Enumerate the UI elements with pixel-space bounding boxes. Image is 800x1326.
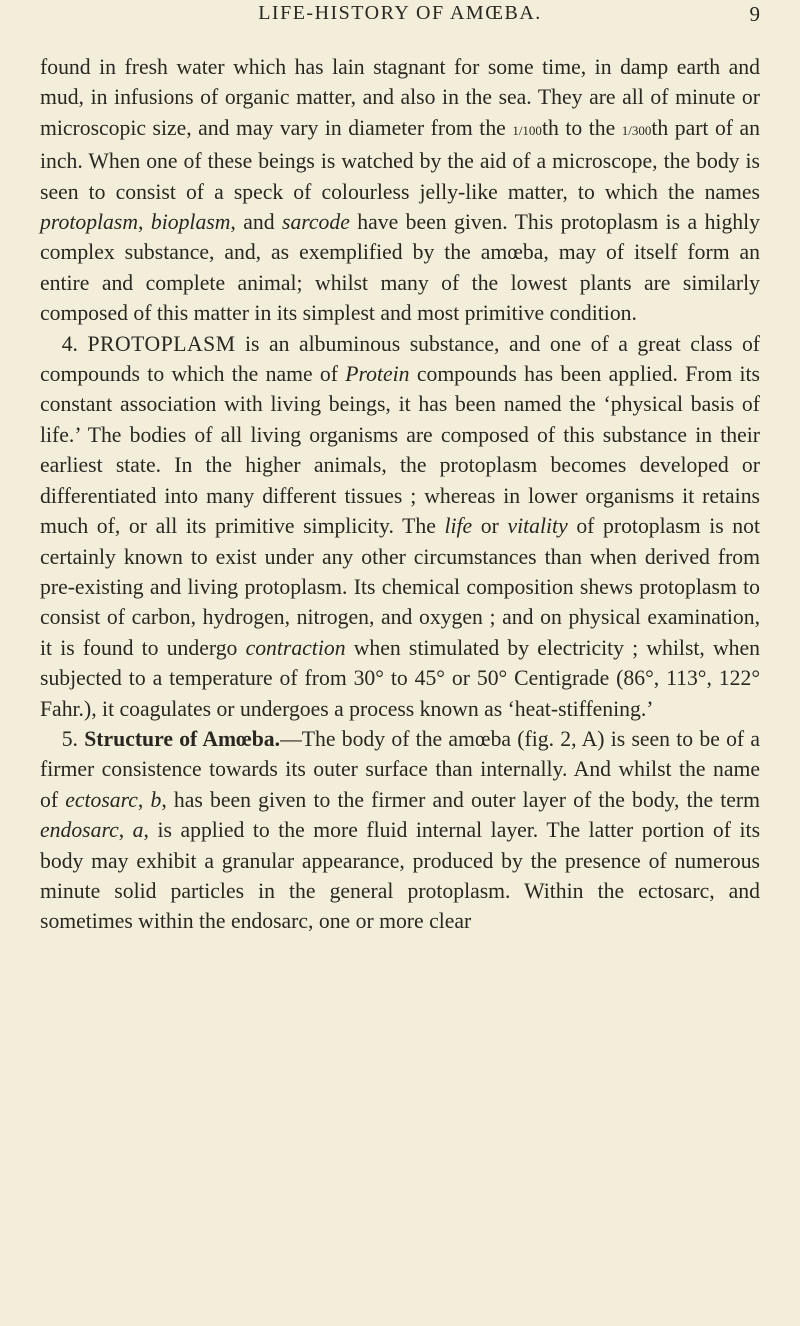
text-run: , (138, 210, 151, 235)
term-ectosarc: ectosarc (65, 787, 138, 812)
text-run: , (137, 787, 151, 812)
paragraph-3 (40, 724, 760, 937)
paragraph-1 (40, 52, 760, 329)
term-life: life (444, 514, 473, 539)
fraction: 1/300 (621, 122, 652, 138)
text-run: , has been given to the firmer and outer layer of the body, the term (161, 787, 760, 812)
text-run: is an albuminous substance, and one of a great class of compounds to which the name of (40, 331, 761, 387)
label-b: b (150, 787, 162, 812)
text-run: , is applied to the more fluid internal layer. The latter portion of its body may exhibit a granular appearance, produced by the presence of numerous minute solid particles in the general protoplasm. Within the ectosarc, and sometimes within the endosarc, one or more clear (40, 818, 761, 934)
text-run: or (472, 514, 508, 539)
text-run: , and (230, 210, 282, 235)
text-run: have been given. This protoplasm is a highly complex substance, and, as exemplified by the amœba, may of itself form an entire and complete animal; whilst many of the lowest plants are similarly composed of this matter in its simplest and most primitive condition. (40, 210, 761, 326)
body-text (40, 52, 760, 937)
term-bioplasm: bioplasm (150, 210, 231, 235)
text-run: of protoplasm is not certainly known to exist under any other circumstances than when derived from pre-existing and living protoplasm. Its chemical composition shews protoplasm to consist of carbon, hydrogen, nitrogen, and oxygen ; and on physical examination, it is found to undergo (40, 514, 761, 660)
section-number: 5. (61, 726, 85, 751)
text-run: —The body of the amœba (fig. 2, A) is seen to be of a firmer consistence towards its outer surface than internally. And whilst the name of (40, 726, 761, 812)
text-run: when stimulated by electricity ; whilst, when subjected to a temperature of from 30° to 45° or 50° Centigrade (86°, 113°, 122° Fahr.), it coagulates or undergoes a process known as ‘heat-stiffening.’ (40, 635, 760, 721)
text-run: th to the (541, 115, 622, 140)
label-a: a (132, 818, 144, 843)
paragraph-2 (40, 329, 760, 724)
term-protein: Protein (345, 362, 410, 387)
term-contraction: contraction (245, 635, 346, 660)
term-sarcode: sarcode (282, 210, 350, 235)
page-header (40, 0, 760, 46)
text-run: th part of an inch. When one of these beings is watched by the aid of a microscope, the body is seen to consist of a speck of colourless jelly-like matter, to which the names (40, 115, 761, 204)
page-number: 9 (749, 2, 760, 26)
running-title: LIFE-HISTORY OF AMŒBA. (258, 2, 542, 24)
text-run: , (118, 818, 133, 843)
term-protoplasm: protoplasm (40, 210, 139, 235)
section-heading: Structure of Amœba. (84, 726, 281, 751)
fraction: 1/100 (512, 122, 542, 138)
term-endosarc: endosarc (40, 818, 119, 843)
term-vitality: vitality (507, 514, 568, 539)
text-run: compounds has been applied. From its constant association with living beings, it has been named the ‘physical basis of life.’ The bodies of all living organisms are composed of this substance in their earliest state. In the higher animals, the protoplasm becomes developed or differentiated into many different tissues ; whereas in lower organisms it retains much of, or all its primitive simplicity. The (40, 362, 760, 539)
section-number: 4. (61, 331, 88, 356)
section-heading: PROTOPLASM (87, 331, 236, 356)
text-run: found in fresh water which has lain stagnant for some time, in damp earth and mud, in infusions of organic matter, and also in the sea. They are all of minute or microscopic size, and may vary in diameter from the (40, 55, 760, 140)
